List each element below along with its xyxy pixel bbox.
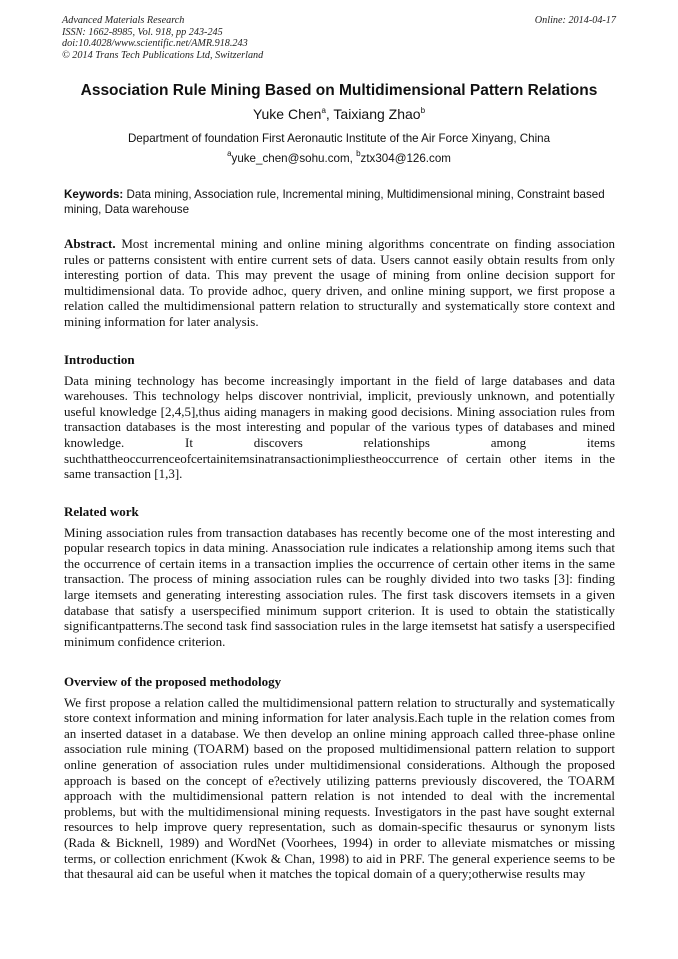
copyright-line: © 2014 Trans Tech Publications Ltd, Switzerland <box>62 49 264 61</box>
section-heading: Related work <box>64 504 139 519</box>
online-date: Online: 2014-04-17 <box>534 15 616 26</box>
doi-line: doi:10.4028/www.scientific.net/AMR.918.243 <box>62 38 248 50</box>
email-mark: b <box>356 149 361 158</box>
section-text: Data mining technology has become increasingly important in the field of large databases and data warehouses. This technology helps discover nontrivial, implicit, previously unknown, and potentially useful knowledge [2,4,5],thus aiding managers in making good decisions. Mining association rules from transaction databases is the most interesting and popular of the various types of databases and mined knowledge. It discovers relationships among items suchthattheoccurrenceofcertainitemsinatransactionimpliestheoccurrence of certain other items in the same transaction [1,3]. <box>64 372 615 482</box>
section-overview <box>64 674 615 882</box>
author-affiliation-mark: b <box>420 106 426 115</box>
section-text: We first propose a relation called the multidimensional pattern relation to structurally and systematically store context information and mining information for later analysis.Each tuple in the relation comes from an inserted dataset in a database. We then develop an online mining approach called three-phase online association rule mining (TOARM) based on the proposed multidimensional pattern relation to support online generation of association rules under multidimensional considerations. Although the proposed approach is based on the concept of e?ectively utilizing patterns previously discovered, the TOARM approach with the multidimensional pattern relation is not intended to deal with the incremental problems, but with the multidimensional mining requests. Investigators in the past have sought external resources to help improve query representation, such as domain-specific thesaurus or synonym lists (Rada & Bicknell, 1989) and WordNet (Voorhees, 1994) in order to alleviate mismatches or missing terms, or collection enrichment (Kwok & Chan, 1998) to aid in PRF. The general experience seems to be that thesaural aid can be useful when it matches the topical domain of a query;otherwise results may <box>64 694 615 882</box>
section-heading: Overview of the proposed methodology <box>64 674 282 689</box>
section-heading: Introduction <box>64 352 135 367</box>
email-address: yuke_chen@sohu.com, <box>231 152 357 165</box>
author-separator: , <box>325 106 334 122</box>
author-name: Yuke Chen <box>252 106 322 122</box>
abstract-label: Abstract. <box>64 236 116 251</box>
author-line <box>40 104 638 124</box>
section-related-work <box>64 504 615 649</box>
abstract-block <box>64 236 615 330</box>
section-text: Mining association rules from transaction databases has recently become one of the most interesting and popular research topics in data mining. Anassociation rule indicates a relationship among items such that the occurrence of certain items in a transaction implies the occurrence of certain other items in the same transaction. The process of mining association rules can be roughly divided into two tasks [3]: finding large itemsets and generating interesting association rules. The first task discovers itemsets in a given database that satisfy a userspecified minimum support criterion. It is used to obtain the statistically significantpatterns.The second task find sassociation rules in the large itemsetst hat satisfy a userspecified minimum confidence criterion. <box>64 524 615 649</box>
email-address: ztx304@126.com <box>360 152 451 165</box>
affiliation: Department of foundation First Aeronautic Institute of the Air Force Xinyang, China <box>127 132 551 145</box>
keywords-text: Data mining, Association rule, Incremental mining, Multidimensional mining, Constraint based mining, Data warehouse <box>64 188 605 216</box>
section-introduction <box>64 352 615 482</box>
abstract-text: Most incremental mining and online mining algorithms concentrate on finding association rules or patterns consistent with entire current sets of data. Users cannot easily obtain results from only interesting portion of data. This may prevent the usage of mining from online decision support for multidimensional data. To provide adhoc, query driven, and online mining support, we first propose a relation called the multidimensional pattern relation to structurally and systematically store context and mining information for later analysis. <box>64 236 615 329</box>
author-name: Taixiang Zhao <box>333 106 421 122</box>
keywords-block <box>64 187 615 217</box>
email-mark: a <box>227 149 232 158</box>
keywords-label: Keywords: <box>64 188 124 201</box>
issn-line: ISSN: 1662-8985, Vol. 918, pp 243-245 <box>62 26 223 38</box>
paper-title: Association Rule Mining Based on Multidimensional Pattern Relations <box>80 82 598 99</box>
journal-name: Advanced Materials Research <box>62 15 185 26</box>
email-line <box>40 151 638 166</box>
journal-header <box>62 15 616 61</box>
author-affiliation-mark: a <box>321 106 326 115</box>
